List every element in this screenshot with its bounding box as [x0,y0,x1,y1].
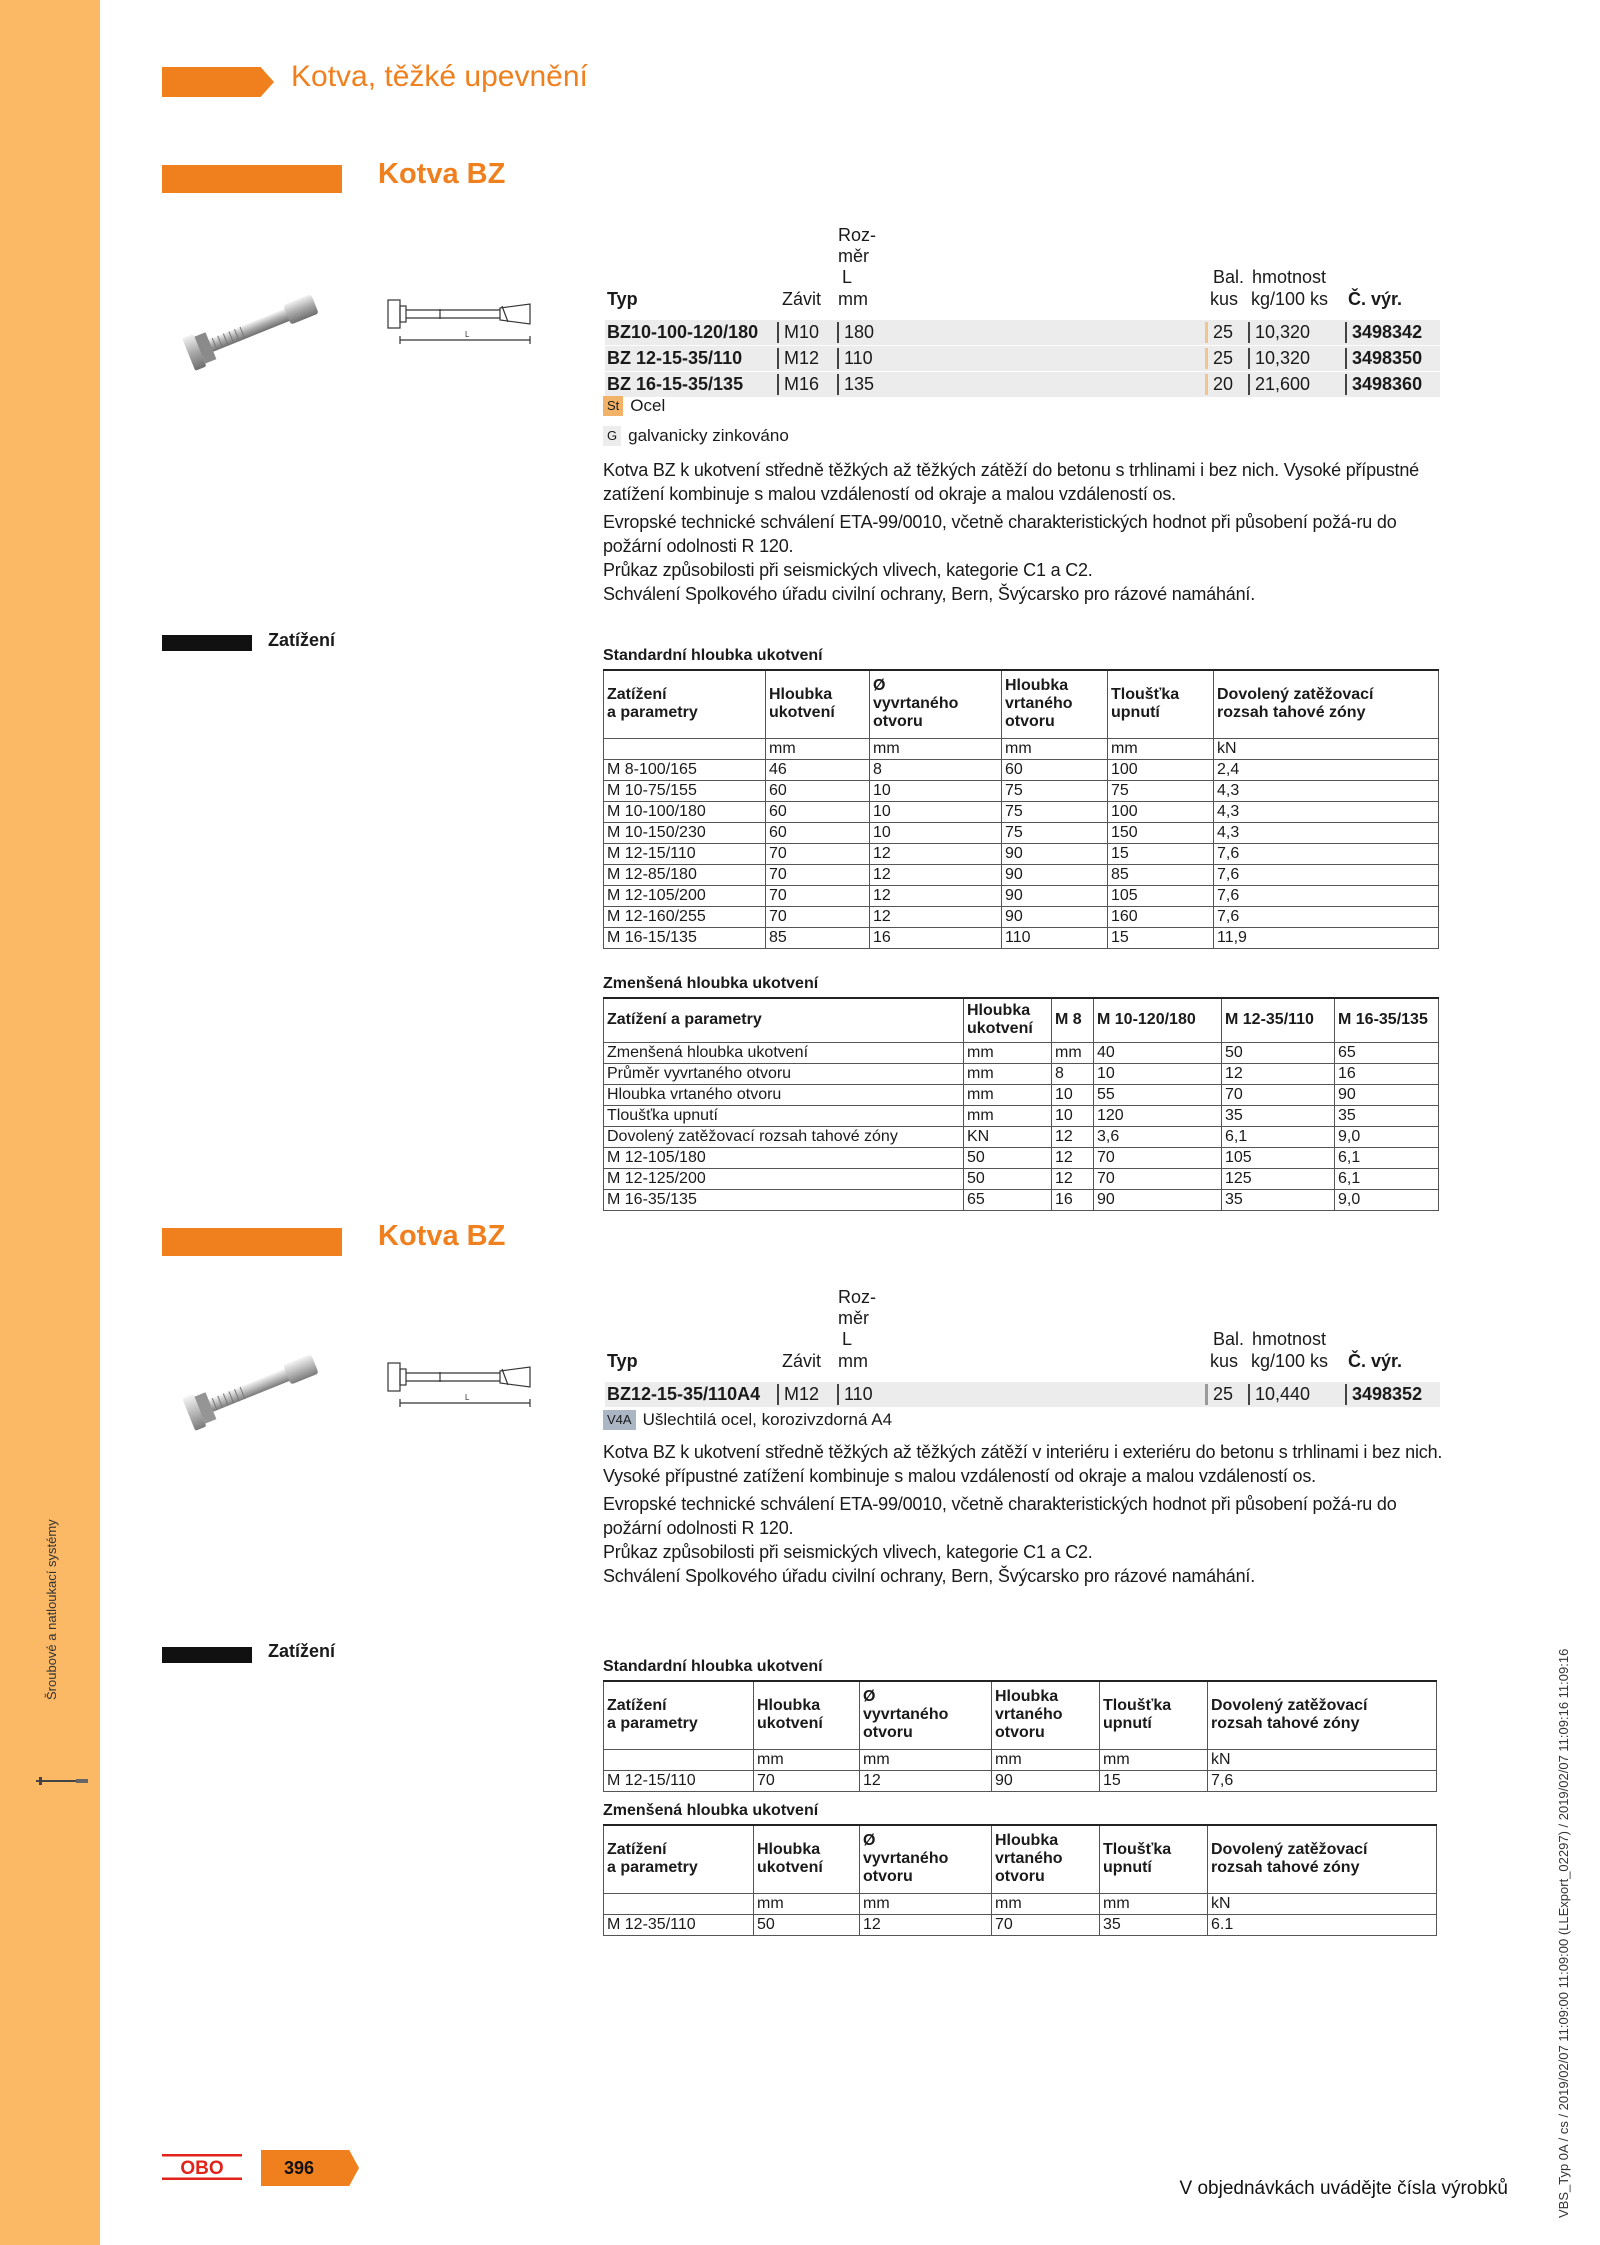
table-row: M 12-105/200 70 12 90 105 7,6 [604,885,1439,906]
material-badge: V4A [603,1410,636,1430]
product-table-header: Roz- měr L Typ Závit mm Bal. kus hmotnost kg/100 ks Č. výr. [607,1287,1403,1371]
product-row: BZ 16-15-35/135 M16 135 20 21,600 3498360 [605,372,1440,397]
load-label: Zatížení [268,1641,336,1661]
table-row: M 12-105/180 50 12 70 105 6,1 [604,1147,1439,1168]
table-row: M 12-15/110 70 12 90 15 7,6 [604,1770,1437,1791]
table-row: M 10-100/180 60 10 75 100 4,3 [604,801,1439,822]
product-table [605,225,1440,398]
table-row: Hloubka vrtaného otvoru mm 10 55 70 90 [604,1084,1439,1105]
units-row: mm mm mm mm kN [604,1749,1437,1770]
product-table-header: Roz- měr L Typ Závit mm Bal. kus hmotnost kg/100 ks Č. výr. [607,225,1403,309]
table-row: M 12-85/180 70 12 90 85 7,6 [604,864,1439,885]
section-bar [162,1228,342,1256]
product-table [605,1287,1440,1408]
product-row: BZ 12-15-35/110 M12 110 25 10,320 3498350 [605,346,1440,371]
svg-text:OBO: OBO [180,2158,224,2179]
product-description: Kotva BZ k ukotvení středně těžkých až těžkých zátěží v interiéru i exteriéru do betonu s trhlinami i bez nich. Vysoké přípustné zatížení kombinuje s malou vzdáleností od okraje a malou vzdáleností os. Evropské technické schválení ETA-99/0010, včetně charakteristických hodnot při působení požá-ru do požární odolnosti R 120. Průkaz způsobilosti při seismických vlivech, kategorie C1 a C2. Schválení Spolkového úřadu civilní ochrany, Bern, Švýcarsko pro rázové namáhání. [603,1442,1443,1586]
table-row: Tloušťka upnutí mm 10 120 35 35 [604,1105,1439,1126]
material-finish: G galvanicky zinkováno [603,426,789,446]
anchor-bolt-photo-icon [160,1325,342,1455]
table-caption: Zmenšená hloubka ukotvení [603,1802,819,1819]
product-row: BZ10-100-120/180 M10 180 25 10,320 3498342 [605,320,1440,345]
load-label: Zatížení [268,630,336,650]
table-row: Zmenšená hloubka ukotvení mm mm 40 50 65 [604,1042,1439,1063]
table-row: M 12-160/255 70 12 90 160 7,6 [604,906,1439,927]
svg-text:L: L [465,330,470,339]
side-strip [0,0,100,2245]
mini-anchor-icon [36,1777,90,1785]
table-caption: Standardní hloubka ukotvení [603,647,823,664]
table-row: M 12-15/110 70 12 90 15 7,6 [604,843,1439,864]
page-title: Kotva, těžké upevnění [291,60,588,93]
section-title: Kotva BZ [378,1220,506,1252]
side-category: Šroubové a natloukací systémy [44,1519,59,1700]
table-row: M 12-125/200 50 12 70 125 6,1 [604,1168,1439,1189]
anchor-bolt-photo-icon [160,265,342,395]
standard-depth-table: Zatížení a parametry Hloubka ukotvení Ø vyvrtaného otvoru Hloubka vrtaného otvoru Tloušťka upnutí Dovolený zatěžovací rozsah tahové zóny mm mm mm mm kN M 12-15/110 70 12 90 15 7,6 [603,1680,1437,1792]
print-metadata: VBS_Typ 0A / cs / 2019/02/07 11:09:00 11:09:00 (LLExport_02297) / 2019/02/07 11:09:16 11:09:16 [1556,1648,1571,2218]
load-bar [162,1647,252,1663]
table-row: M 10-75/155 60 10 75 75 4,3 [604,780,1439,801]
table-row: M 16-35/135 65 16 90 35 9,0 [604,1189,1439,1210]
material-badge: St [603,396,623,416]
table-row: M 16-15/135 85 16 110 15 11,9 [604,927,1439,948]
obo-logo-icon [162,2152,242,2182]
footer-note: V objednávkách uvádějte čísla výrobků [1179,2178,1508,2199]
units-row: mm mm mm mm kN [604,738,1439,759]
units-row: mm mm mm mm kN [604,1893,1437,1914]
material-steel: St Ocel [603,396,665,416]
table-caption: Standardní hloubka ukotvení [603,1658,823,1675]
table-row: Dovolený zatěžovací rozsah tahové zóny KN 12 3,6 6,1 9,0 [604,1126,1439,1147]
product-description: Kotva BZ k ukotvení středně těžkých až těžkých zátěží do betonu s trhlinami i bez nich. Vysoké přípustné zatížení kombinuje s malou vzdáleností od okraje a malou vzdáleností os. Evropské technické schválení ETA-99/0010, včetně charakteristických hodnot při působení požá-ru do požární odolnosti R 120. Průkaz způsobilosti při seismických vlivech, kategorie C1 a C2. Schválení Spolkového úřadu civilní ochrany, Bern, Švýcarsko pro rázové namáhání. [603,460,1419,604]
page-number: 396 [284,2158,315,2178]
table-row: M 10-150/230 60 10 75 150 4,3 [604,822,1439,843]
reduced-depth-table: Zatížení a parametry Hloubka ukotvení Ø vyvrtaného otvoru Hloubka vrtaného otvoru Tloušťka upnutí Dovolený zatěžovací rozsah tahové zóny mm mm mm mm kN M 12-35/110 50 12 70 35 6.1 [603,1824,1437,1936]
reduced-depth-table: Zatížení a parametry Hloubka ukotvení M 8 M 10-120/180 M 12-35/110 M 16-35/135 Zmenšená hloubka ukotvení mm mm 40 50 65 Průměr vyvrtaného otvoru mm 8 10 12 16 Hloubka vrtaného otvoru mm 10 55 70 90 Tloušťka upnutí mm 10 120 35 35 Dovolený zatěžovací rozsah tahové zóny KN 12 3,6 6,1 9,0 M 12-105/180 50 12 70 105 6,1 M 12-125/200 50 12 70 125 6,1 M 16-35/135 65 16 90 35 9,0 [603,997,1439,1211]
header-tab [162,67,274,97]
load-bar [162,635,252,651]
standard-depth-table: Zatížení a parametry Hloubka ukotvení Ø vyvrtaného otvoru Hloubka vrtaného otvoru Tloušťka upnutí Dovolený zatěžovací rozsah tahové zóny mm mm mm mm kN M 8-100/165 46 8 60 100 2,4 M 10-75/155 60 10 75 75 4,3 M 10-100/180 60 10 75 100 4,3 M 10-150/230 60 10 75 150 4,3 M 12-15/110 70 12 90 15 7,6 M 12-85/180 70 12 90 85 7,6 M 12-105/200 70 12 90 105 7,6 M 12-160/255 70 12 90 160 7,6 M 16-15/135 85 16 110 15 11,9 [603,669,1439,949]
material-badge: G [603,426,621,446]
section-title: Kotva BZ [378,158,506,190]
table-row: Průměr vyvrtaného otvoru mm 8 10 12 16 [604,1063,1439,1084]
product-row: BZ12-15-35/110A4 M12 110 25 10,440 3498352 [605,1382,1440,1407]
section-bar [162,165,342,193]
table-row: M 8-100/165 46 8 60 100 2,4 [604,759,1439,780]
svg-text:L: L [465,1393,470,1402]
table-row: M 12-35/110 50 12 70 35 6.1 [604,1914,1437,1935]
anchor-dimension-drawing-icon [380,1343,540,1433]
table-caption: Zmenšená hloubka ukotvení [603,975,819,992]
material-stainless: V4A Ušlechtilá ocel, korozivzdorná A4 [603,1410,892,1430]
anchor-dimension-drawing-icon [380,280,540,370]
